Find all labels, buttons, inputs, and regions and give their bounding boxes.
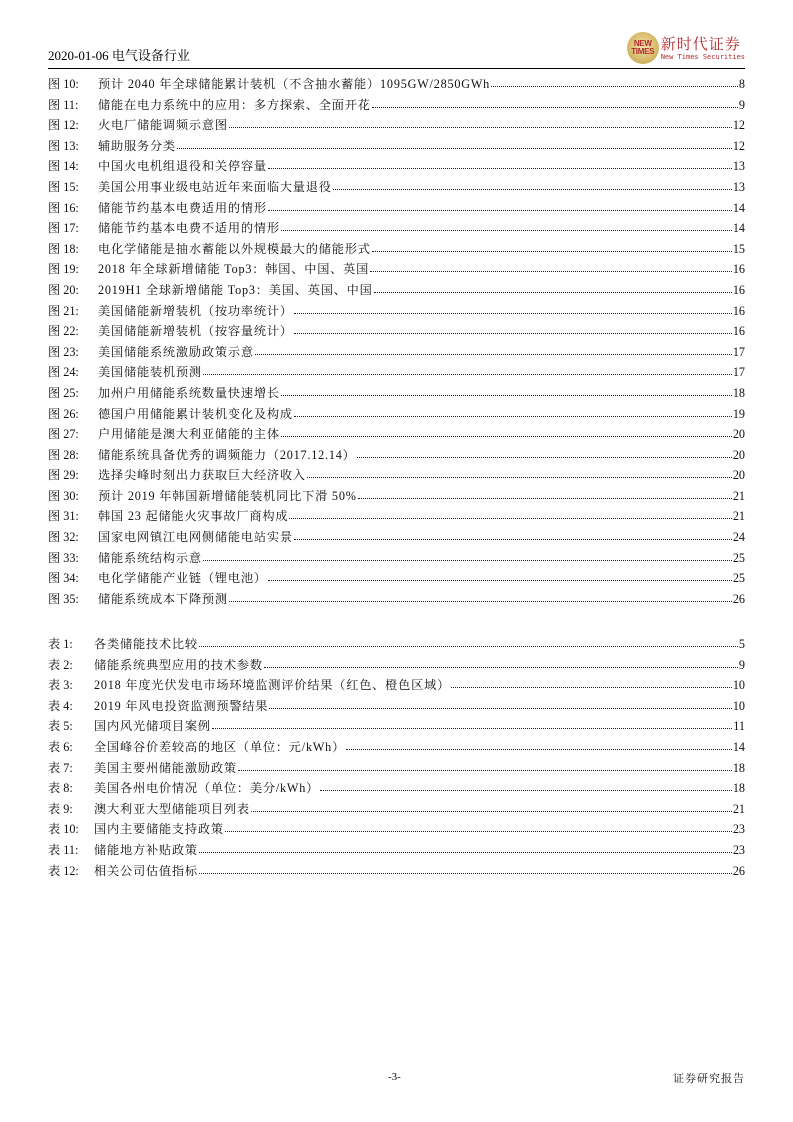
dot-leader bbox=[346, 749, 732, 750]
toc-entry-page[interactable]: 20 bbox=[732, 427, 745, 442]
figure-toc-entry[interactable] bbox=[48, 74, 745, 95]
figure-toc-entry[interactable] bbox=[48, 527, 745, 548]
toc-entry-page[interactable]: 12 bbox=[732, 118, 745, 133]
page-header bbox=[48, 30, 745, 69]
toc-entry-page[interactable]: 13 bbox=[732, 159, 745, 174]
figure-toc-entry[interactable] bbox=[48, 589, 745, 610]
dot-leader bbox=[358, 498, 732, 499]
toc-entry-label: 图 33: bbox=[48, 550, 79, 565]
dot-leader bbox=[372, 107, 738, 108]
tables-toc bbox=[48, 634, 745, 881]
toc-entry-label: 表 10: bbox=[48, 822, 79, 837]
toc-entry-label: 图 12: bbox=[48, 118, 79, 133]
table-toc-entry[interactable] bbox=[48, 840, 745, 861]
toc-entry-page[interactable]: 10 bbox=[732, 698, 745, 713]
figure-toc-entry[interactable] bbox=[48, 136, 745, 157]
toc-entry-page[interactable]: 18 bbox=[732, 760, 745, 775]
toc-entry-title[interactable]: 储能节约基本电费适用的情形 bbox=[98, 200, 267, 215]
toc-entry-page[interactable]: 14 bbox=[732, 200, 745, 215]
toc-entry-label: 图 22: bbox=[48, 324, 79, 339]
toc-entry-title[interactable]: 电化学储能产业链（锂电池） bbox=[98, 571, 267, 586]
figure-toc-entry[interactable] bbox=[48, 156, 745, 177]
toc-entry-label: 图 25: bbox=[48, 385, 79, 400]
toc-entry-page[interactable]: 9 bbox=[738, 657, 745, 672]
toc-entry-page[interactable]: 20 bbox=[732, 447, 745, 462]
dot-leader bbox=[199, 646, 738, 647]
toc-entry-label: 图 14: bbox=[48, 159, 79, 174]
figure-toc-entry[interactable] bbox=[48, 486, 745, 507]
toc-entry-label: 表 11: bbox=[48, 842, 79, 857]
toc-entry-title[interactable]: 火电厂储能调频示意图 bbox=[98, 118, 228, 133]
figure-toc-entry[interactable] bbox=[48, 465, 745, 486]
toc-entry-label: 图 27: bbox=[48, 427, 79, 442]
figure-toc-entry[interactable] bbox=[48, 95, 745, 116]
toc-entry-title[interactable]: 各类储能技术比较 bbox=[94, 637, 198, 651]
toc-entry-page[interactable]: 18 bbox=[732, 385, 745, 400]
toc-entry-title[interactable]: 美国公用事业级电站近年来面临大量退役 bbox=[98, 179, 332, 194]
toc-entry-page[interactable]: 26 bbox=[732, 591, 745, 606]
figure-toc-entry[interactable] bbox=[48, 568, 745, 589]
toc-entry-label: 图 26: bbox=[48, 406, 79, 421]
toc-entry-title[interactable]: 辅助服务分类 bbox=[98, 138, 176, 153]
dot-leader bbox=[268, 580, 732, 581]
dot-leader bbox=[199, 873, 732, 874]
toc-entry-page[interactable]: 14 bbox=[732, 739, 745, 754]
figure-toc-entry[interactable] bbox=[48, 362, 745, 383]
toc-entry-title[interactable]: 预计 2040 年全球储能累计装机（不含抽水蓄能）1095GW/2850GWh bbox=[98, 77, 491, 91]
dot-leader bbox=[307, 477, 732, 478]
toc-entry-title[interactable]: 储能在电力系统中的应用：多方探索、全面开花 bbox=[98, 97, 371, 112]
toc-entry-page[interactable]: 25 bbox=[732, 550, 745, 565]
dot-leader bbox=[269, 708, 732, 709]
dot-leader bbox=[374, 292, 732, 293]
toc-entry-page[interactable]: 5 bbox=[738, 637, 745, 651]
toc-entry-page[interactable]: 10 bbox=[732, 678, 745, 693]
dot-leader bbox=[372, 251, 732, 252]
toc-entry-label: 图 30: bbox=[48, 488, 79, 503]
toc-entry-label: 图 16: bbox=[48, 200, 79, 215]
toc-entry-page[interactable]: 25 bbox=[732, 571, 745, 586]
toc-entry-title[interactable]: 美国储能装机预测 bbox=[98, 365, 202, 380]
toc-entry-title[interactable]: 韩国 23 起储能火灾事故厂商构成 bbox=[98, 509, 289, 524]
dot-leader bbox=[281, 395, 732, 396]
toc-entry-page[interactable]: 21 bbox=[732, 488, 745, 503]
toc-entry-page[interactable]: 17 bbox=[732, 344, 745, 359]
dot-leader bbox=[268, 168, 732, 169]
toc-entry-label: 表 5: bbox=[48, 719, 73, 734]
toc-entry-label: 图 34: bbox=[48, 571, 79, 586]
toc-entry-title[interactable]: 储能系统典型应用的技术参数 bbox=[94, 657, 263, 672]
toc-entry-title[interactable]: 相关公司估值指标 bbox=[94, 863, 198, 878]
dot-leader bbox=[289, 518, 731, 519]
dot-leader bbox=[370, 271, 732, 272]
toc-entry-label: 表 8: bbox=[48, 781, 73, 796]
toc-entry-label: 表 1: bbox=[48, 637, 73, 651]
toc-entry-label: 图 32: bbox=[48, 530, 79, 545]
figure-toc-entry[interactable] bbox=[48, 424, 745, 445]
toc-entry-title[interactable]: 2018 年度光伏发电市场环境监测评价结果（红色、橙色区域） bbox=[94, 678, 451, 693]
toc-entry-page[interactable]: 17 bbox=[732, 365, 745, 380]
toc-entry-page[interactable]: 16 bbox=[732, 303, 745, 318]
figure-toc-entry[interactable] bbox=[48, 548, 745, 569]
dot-leader bbox=[491, 86, 738, 87]
dot-leader bbox=[281, 230, 732, 231]
toc-entry-title[interactable]: 储能节约基本电费不适用的情形 bbox=[98, 221, 280, 236]
table-toc-entry[interactable] bbox=[48, 655, 745, 676]
toc-entry-label: 表 2: bbox=[48, 657, 73, 672]
dot-leader bbox=[294, 416, 732, 417]
toc-entry-page[interactable]: 14 bbox=[732, 221, 745, 236]
dot-leader bbox=[255, 354, 732, 355]
toc-entry-title[interactable]: 储能系统成本下降预测 bbox=[98, 591, 228, 606]
toc-entry-title[interactable]: 储能系统结构示意 bbox=[98, 550, 202, 565]
toc-entry-title[interactable]: 储能地方补贴政策 bbox=[94, 842, 198, 857]
dot-leader bbox=[320, 790, 732, 791]
toc-entry-page[interactable]: 16 bbox=[732, 282, 745, 297]
toc-entry-title[interactable]: 全国峰谷价差较高的地区（单位：元/kWh） bbox=[94, 739, 346, 754]
toc-entry-title[interactable]: 美国储能系统激励政策示意 bbox=[98, 344, 254, 359]
toc-entry-title[interactable]: 国家电网镇江电网侧储能电站实景 bbox=[98, 530, 293, 545]
toc-entry-label: 表 4: bbox=[48, 698, 73, 713]
dot-leader bbox=[294, 333, 732, 334]
dot-leader bbox=[251, 811, 732, 812]
toc-entry-title[interactable]: 澳大利亚大型储能项目列表 bbox=[94, 801, 250, 816]
table-toc-entry[interactable] bbox=[48, 716, 745, 737]
new-times-badge-icon: NEW TIMES bbox=[627, 32, 659, 64]
figure-toc-entry[interactable] bbox=[48, 342, 745, 363]
figure-toc-entry[interactable] bbox=[48, 404, 745, 425]
toc-entry-page[interactable]: 26 bbox=[732, 863, 745, 878]
toc-entry-label: 图 31: bbox=[48, 509, 79, 524]
toc-entry-page[interactable]: 21 bbox=[732, 801, 745, 816]
toc-entry-page[interactable]: 23 bbox=[732, 842, 745, 857]
toc-entry-label: 图 15: bbox=[48, 179, 79, 194]
toc-entry-label: 表 7: bbox=[48, 760, 73, 775]
company-name-en: New Times Securities bbox=[660, 52, 745, 61]
toc-entry-label: 图 11: bbox=[48, 97, 79, 112]
dot-leader bbox=[333, 189, 732, 190]
toc-entry-title[interactable]: 美国储能新增装机（按功率统计） bbox=[98, 303, 293, 318]
figures-toc bbox=[48, 74, 745, 609]
toc-entry-label: 图 18: bbox=[48, 241, 79, 256]
figure-toc-entry[interactable] bbox=[48, 506, 745, 527]
toc-entry-title[interactable]: 德国户用储能累计装机变化及构成 bbox=[98, 406, 293, 421]
toc-entry-label: 图 35: bbox=[48, 591, 79, 606]
dot-leader bbox=[294, 313, 732, 314]
figure-toc-entry[interactable] bbox=[48, 177, 745, 198]
toc-entry-title[interactable]: 户用储能是澳大利亚储能的主体 bbox=[98, 427, 280, 442]
toc-entry-title[interactable]: 2019H1 全球新增储能 Top3：美国、英国、中国 bbox=[98, 282, 373, 297]
toc-entry-label: 图 21: bbox=[48, 303, 79, 318]
toc-entry-label: 图 20: bbox=[48, 282, 79, 297]
page-number: -3- bbox=[388, 1071, 401, 1083]
dot-leader bbox=[238, 770, 732, 771]
dot-leader bbox=[229, 127, 732, 128]
company-logo bbox=[627, 30, 745, 66]
toc-entry-page[interactable]: 11 bbox=[733, 719, 745, 734]
dot-leader bbox=[264, 667, 738, 668]
toc-entry-page[interactable]: 20 bbox=[732, 468, 745, 483]
toc-entry-page[interactable]: 8 bbox=[738, 77, 745, 91]
toc-entry-title[interactable]: 加州户用储能系统数量快速增长 bbox=[98, 385, 280, 400]
dot-leader bbox=[357, 457, 732, 458]
dot-leader bbox=[212, 728, 732, 729]
toc-entry-title[interactable]: 美国储能新增装机（按容量统计） bbox=[98, 324, 293, 339]
dot-leader bbox=[177, 148, 732, 149]
toc-entry-label: 图 10: bbox=[48, 77, 79, 91]
dot-leader bbox=[199, 852, 732, 853]
toc-entry-page[interactable]: 16 bbox=[732, 262, 745, 277]
table-toc-entry[interactable] bbox=[48, 758, 745, 779]
table-toc-entry[interactable] bbox=[48, 737, 745, 758]
toc-entry-label: 图 23: bbox=[48, 344, 79, 359]
dot-leader bbox=[294, 539, 732, 540]
dot-leader bbox=[229, 601, 732, 602]
table-toc-entry[interactable] bbox=[48, 675, 745, 696]
table-toc-entry[interactable] bbox=[48, 799, 745, 820]
report-date-industry: 2020-01-06 电气设备行业 bbox=[48, 48, 190, 63]
report-type-label: 证券研究报告 bbox=[673, 1072, 745, 1085]
figure-toc-entry[interactable] bbox=[48, 198, 745, 219]
figure-toc-entry[interactable] bbox=[48, 115, 745, 136]
figure-toc-entry[interactable] bbox=[48, 218, 745, 239]
toc-entry-title[interactable]: 储能系统具备优秀的调频能力（2017.12.14） bbox=[98, 447, 356, 462]
table-toc-entry[interactable] bbox=[48, 861, 745, 882]
toc-entry-title[interactable]: 电化学储能是抽水蓄能以外规模最大的储能形式 bbox=[98, 241, 371, 256]
toc-entry-page[interactable]: 9 bbox=[738, 97, 745, 112]
toc-entry-label: 图 13: bbox=[48, 138, 79, 153]
toc-entry-label: 图 28: bbox=[48, 447, 79, 462]
dot-leader bbox=[203, 374, 732, 375]
figure-toc-entry[interactable] bbox=[48, 280, 745, 301]
figure-toc-entry[interactable] bbox=[48, 383, 745, 404]
table-toc-entry[interactable] bbox=[48, 778, 745, 799]
toc-entry-title[interactable]: 中国火电机组退役和关停容量 bbox=[98, 159, 267, 174]
toc-entry-label: 表 3: bbox=[48, 678, 73, 693]
toc-entry-label: 图 17: bbox=[48, 221, 79, 236]
toc-entry-page[interactable]: 24 bbox=[732, 530, 745, 545]
toc-entry-label: 图 24: bbox=[48, 365, 79, 380]
toc-entry-label: 图 19: bbox=[48, 262, 79, 277]
toc-entry-title[interactable]: 国内主要储能支持政策 bbox=[94, 822, 224, 837]
toc-entry-title[interactable]: 2018 年全球新增储能 Top3：韩国、中国、英国 bbox=[98, 262, 370, 277]
toc-entry-page[interactable]: 16 bbox=[732, 324, 745, 339]
table-toc-entry[interactable] bbox=[48, 696, 745, 717]
dot-leader bbox=[451, 687, 732, 688]
figure-toc-entry[interactable] bbox=[48, 259, 745, 280]
toc-entry-title[interactable]: 选择尖峰时刻出力获取巨大经济收入 bbox=[98, 468, 306, 483]
toc-entry-page[interactable]: 23 bbox=[732, 822, 745, 837]
figure-toc-entry[interactable] bbox=[48, 239, 745, 260]
figure-toc-entry[interactable] bbox=[48, 445, 745, 466]
toc-entry-title[interactable]: 预计 2019 年韩国新增储能装机同比下滑 50% bbox=[98, 488, 357, 503]
toc-entry-label: 图 29: bbox=[48, 468, 79, 483]
toc-entry-label: 表 6: bbox=[48, 739, 73, 754]
toc-entry-page[interactable]: 15 bbox=[732, 241, 745, 256]
toc-entry-page[interactable]: 13 bbox=[732, 179, 745, 194]
dot-leader bbox=[281, 436, 732, 437]
figure-toc-entry[interactable] bbox=[48, 301, 745, 322]
figure-toc-entry[interactable] bbox=[48, 321, 745, 342]
table-toc-entry[interactable] bbox=[48, 819, 745, 840]
toc-entry-page[interactable]: 12 bbox=[732, 138, 745, 153]
toc-entry-page[interactable]: 18 bbox=[732, 781, 745, 796]
toc-entry-page[interactable]: 21 bbox=[732, 509, 745, 524]
toc-entry-title[interactable]: 美国各州电价情况（单位：美分/kWh） bbox=[94, 781, 320, 796]
dot-leader bbox=[225, 831, 732, 832]
company-name-cn: 新时代证券 bbox=[660, 34, 741, 53]
toc-entry-page[interactable]: 19 bbox=[732, 406, 745, 421]
table-toc-entry[interactable] bbox=[48, 634, 745, 655]
toc-entry-title[interactable]: 美国主要州储能激励政策 bbox=[94, 760, 237, 775]
dot-leader bbox=[203, 560, 732, 561]
toc-entry-label: 表 9: bbox=[48, 801, 73, 816]
toc-entry-title[interactable]: 国内风光储项目案例 bbox=[94, 719, 211, 734]
dot-leader bbox=[268, 210, 732, 211]
toc-entry-label: 表 12: bbox=[48, 863, 79, 878]
toc-entry-title[interactable]: 2019 年风电投资监测预警结果 bbox=[94, 698, 269, 713]
